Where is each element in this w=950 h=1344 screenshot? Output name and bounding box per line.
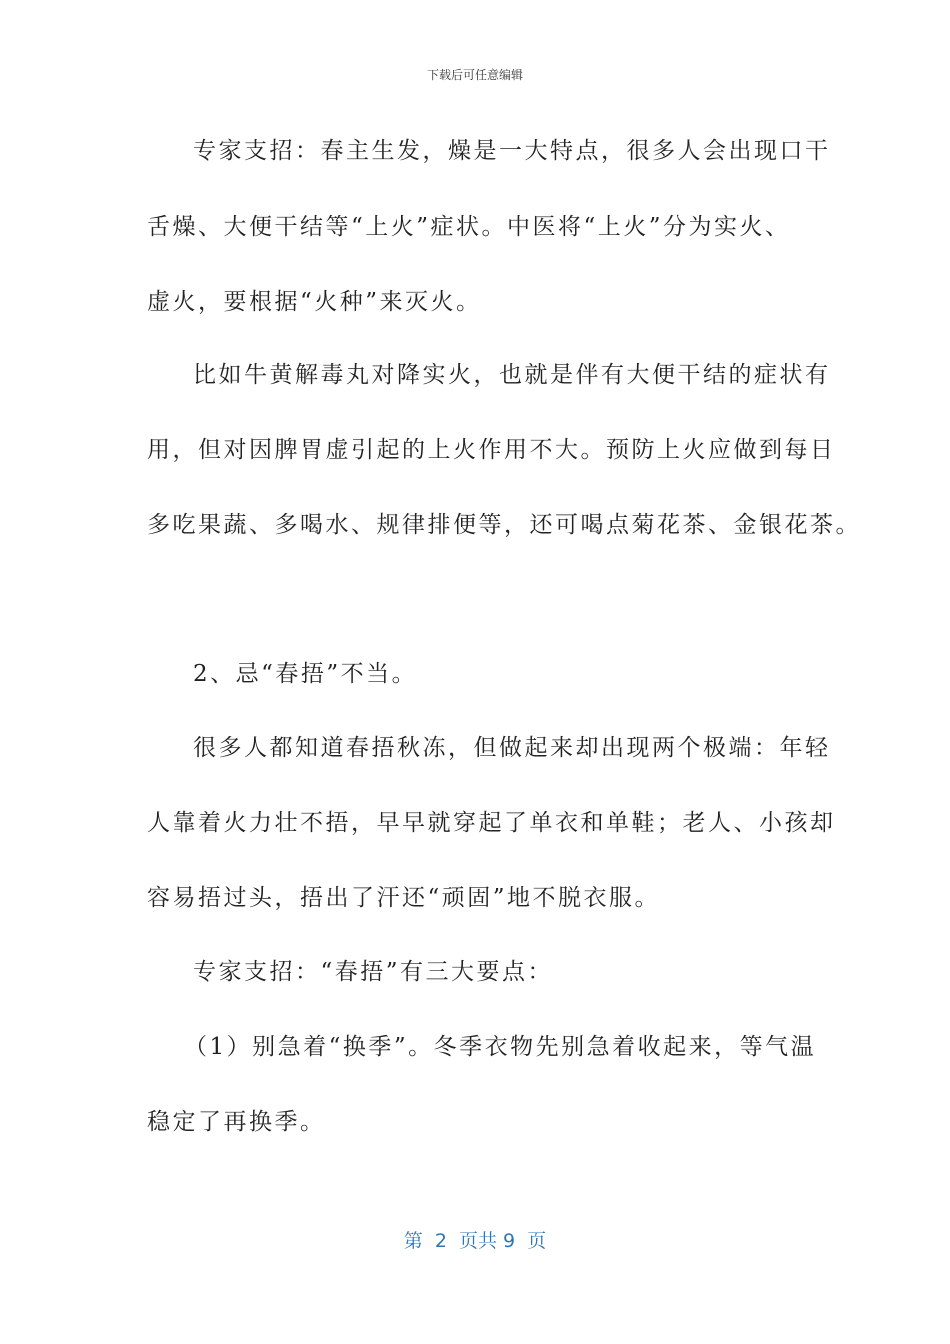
paragraph-line: 专家支招：“春捂”有三大要点：	[193, 959, 554, 985]
page-number-footer: 第 2 页共 9 页	[403, 1230, 547, 1252]
paragraph-line: 专家支招：春主生发，燥是一大特点，很多人会出现口干	[193, 138, 831, 164]
paragraph-line: 比如牛黄解毒丸对降实火，也就是伴有大便干结的症状有	[193, 362, 831, 388]
paragraph-line: 虚火，要根据“火种”来灭火。	[147, 289, 482, 315]
page-header: 下载后可任意编辑	[426, 68, 523, 82]
paragraph-line: 多吃果蔬、多喝水、规律排便等，还可喝点菊花茶、金银花茶。	[147, 512, 861, 538]
paragraph-line: （1）别急着“换季”。冬季衣物先别急着收起来，等气温	[184, 1034, 817, 1060]
paragraph-line: 稳定了再换季。	[147, 1109, 326, 1135]
section-heading: 2、忌“春捂”不当。	[193, 661, 418, 687]
paragraph-line: 舌燥、大便干结等“上火”症状。中医将“上火”分为实火、	[147, 214, 791, 240]
paragraph-line: 很多人都知道春捂秋冻，但做起来却出现两个极端：年轻	[193, 735, 831, 761]
paragraph-line: 用，但对因脾胃虚引起的上火作用不大。预防上火应做到每日	[147, 437, 836, 463]
paragraph-line: 容易捂过头，捂出了汗还“顽固”地不脱衣服。	[147, 885, 661, 911]
paragraph-line: 人靠着火力壮不捂，早早就穿起了单衣和单鞋；老人、小孩却	[147, 810, 836, 836]
